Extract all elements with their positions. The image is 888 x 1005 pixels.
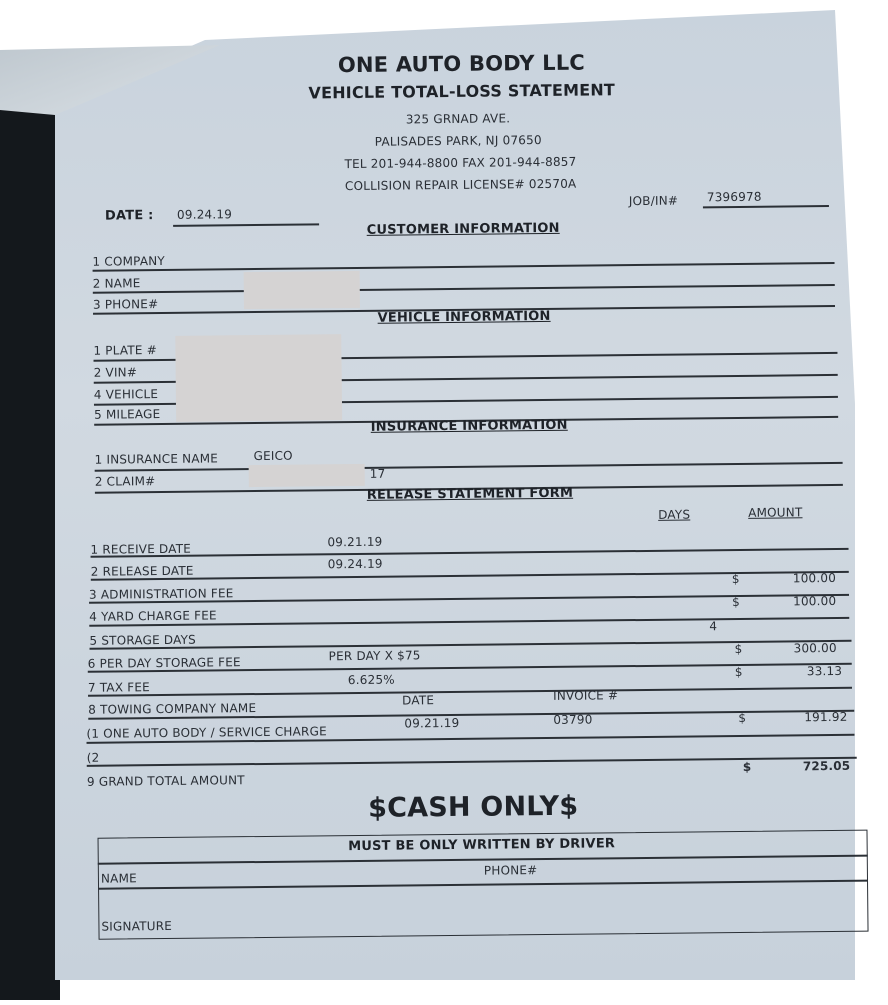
plate-field-label: 1 PLATE # xyxy=(93,343,158,358)
grand-total-currency: $ xyxy=(742,759,752,774)
date-underline xyxy=(173,223,319,226)
towing-company-label: 8 TOWING COMPANY NAME xyxy=(88,701,257,717)
job-underline xyxy=(703,205,829,208)
address-line-2: PALISADES PARK, NJ 07650 xyxy=(374,133,542,149)
insurance-name-value: GEICO xyxy=(253,448,293,464)
vehicle-field-label: 4 VEHICLE xyxy=(93,387,159,402)
grand-total-label: 9 GRAND TOTAL AMOUNT xyxy=(86,773,245,789)
service-charge-invoice: 03790 xyxy=(553,712,593,727)
claim-value: 17 xyxy=(369,466,386,481)
company-field-label: 1 COMPANY xyxy=(92,253,165,269)
service-charge-label: (1 ONE AUTO BODY / SERVICE CHARGE xyxy=(86,724,327,741)
storage-fee-label: 6 PER DAY STORAGE FEE xyxy=(87,655,241,671)
company-field-line[interactable] xyxy=(93,262,835,271)
storage-fee-rate: PER DAY X $75 xyxy=(328,648,421,664)
amount-column-header: AMOUNT xyxy=(748,505,803,520)
service-charge-date: 09.21.19 xyxy=(404,715,460,731)
yard-fee-amount: 100.00 xyxy=(793,593,837,609)
tax-fee-currency: $ xyxy=(734,664,743,680)
release-date-label: 2 RELEASE DATE xyxy=(90,563,194,579)
cash-only-notice: $CASH ONLY$ xyxy=(368,790,579,824)
document-title: VEHICLE TOTAL-LOSS STATEMENT xyxy=(308,80,616,103)
insurance-name-label: 1 INSURANCE NAME xyxy=(94,451,219,467)
admin-fee-amount: 100.00 xyxy=(792,570,837,586)
name-field-label: 2 NAME xyxy=(92,276,141,291)
customer-info-heading: CUSTOMER INFORMATION xyxy=(366,220,560,238)
redacted-customer-info xyxy=(244,271,360,309)
job-label: JOB/IN# xyxy=(628,193,679,209)
driver-signature-label: SIGNATURE xyxy=(101,918,173,934)
address-line-1: 325 GRNAD AVE. xyxy=(405,111,511,127)
name-field-line[interactable] xyxy=(93,284,835,293)
towing-row-2-line xyxy=(87,757,857,767)
yard-fee-label: 4 YARD CHARGE FEE xyxy=(89,608,217,624)
receive-date-label: 1 RECEIVE DATE xyxy=(90,541,192,557)
phone-fax: TEL 201-944-8800 FAX 201-944-8857 xyxy=(344,154,577,172)
phone-field-label: 3 PHONE# xyxy=(92,297,159,312)
storage-fee-amount: 300.00 xyxy=(793,640,837,656)
tax-fee-label: 7 TAX FEE xyxy=(87,680,150,695)
claim-label: 2 CLAIM# xyxy=(94,474,156,489)
receive-date-value: 09.21.19 xyxy=(327,534,383,550)
days-column-header: DAYS xyxy=(658,507,691,522)
driver-phone-label: PHONE# xyxy=(483,863,538,878)
grand-total-amount: 725.05 xyxy=(802,758,851,774)
driver-box-heading: MUST BE ONLY WRITTEN BY DRIVER xyxy=(348,836,616,855)
mileage-field-label: 5 MILEAGE xyxy=(94,407,161,422)
storage-days-label: 5 STORAGE DAYS xyxy=(89,632,196,648)
tax-fee-line xyxy=(88,687,852,697)
redacted-vehicle-info xyxy=(175,334,342,422)
towing-row-2-label: (2 xyxy=(86,750,100,765)
storage-days-value: 4 xyxy=(709,619,718,634)
admin-fee-currency: $ xyxy=(731,571,740,587)
vehicle-info-heading: VEHICLE INFORMATION xyxy=(377,308,551,326)
vin-field-label: 2 VIN# xyxy=(93,365,138,380)
release-date-value: 09.24.19 xyxy=(327,556,383,572)
towing-date-header: DATE xyxy=(402,693,435,708)
driver-name-label: NAME xyxy=(100,871,137,886)
admin-fee-label: 3 ADMINISTRATION FEE xyxy=(88,586,234,602)
service-charge-currency: $ xyxy=(738,710,747,725)
job-value: 7396978 xyxy=(706,189,762,205)
towing-invoice-header: INVOICE # xyxy=(552,688,619,703)
service-charge-amount: 191.92 xyxy=(804,709,848,725)
redacted-claim-number xyxy=(249,464,365,487)
tax-fee-rate: 6.625% xyxy=(347,672,395,688)
tax-fee-amount: 33.13 xyxy=(806,663,843,679)
yard-fee-currency: $ xyxy=(732,594,741,610)
storage-fee-currency: $ xyxy=(734,641,743,657)
license-number: COLLISION REPAIR LICENSE# 02570A xyxy=(344,176,577,194)
receive-date-line xyxy=(91,548,849,557)
insurance-info-heading: INSURANCE INFORMATION xyxy=(370,417,568,435)
date-value: 09.24.19 xyxy=(176,207,233,222)
company-name: ONE AUTO BODY LLC xyxy=(337,50,586,78)
release-form-heading: RELEASE STATEMENT FORM xyxy=(366,485,574,503)
date-label: DATE : xyxy=(104,208,154,224)
